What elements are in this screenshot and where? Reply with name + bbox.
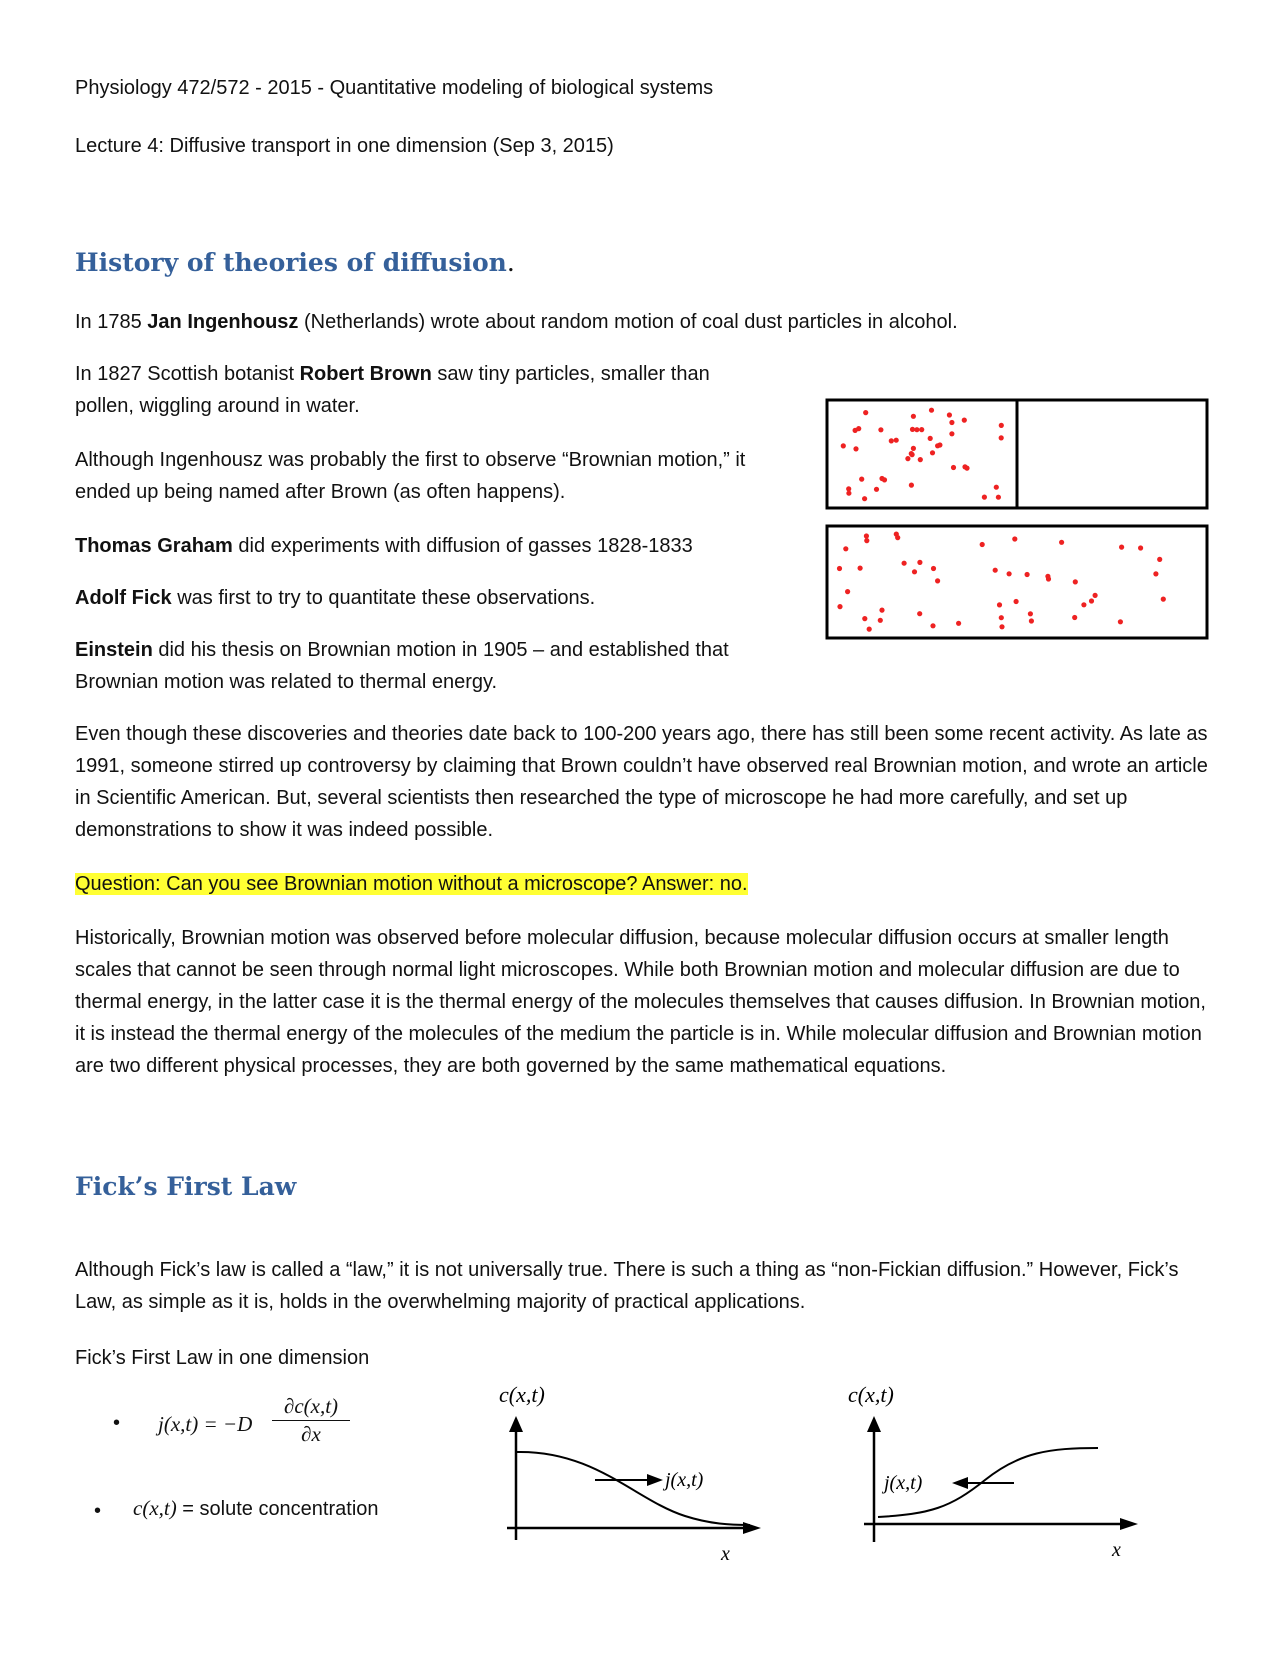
particle-dot <box>962 418 967 423</box>
particle-dot <box>905 456 910 461</box>
box-top-left <box>827 400 1017 508</box>
particle-dot <box>1138 545 1143 550</box>
graph2-y-label: c(x,t) <box>848 1382 894 1407</box>
graph-decreasing-concentration <box>485 1380 775 1570</box>
particle-dot <box>1059 540 1064 545</box>
diffusion-boxes-figure <box>825 398 1210 642</box>
graph1-y-label: c(x,t) <box>499 1382 545 1407</box>
particle-dot <box>894 532 899 537</box>
particle-dot <box>862 496 867 501</box>
particle-dot <box>1046 576 1051 581</box>
lecture-title: Lecture 4: Diffusive transport in one dimension (Sep 3, 2015) <box>75 135 614 157</box>
particle-dot <box>878 427 883 432</box>
particle-dot <box>889 438 894 443</box>
particle-dot <box>911 414 916 419</box>
particle-dot <box>911 446 916 451</box>
particle-dot <box>837 566 842 571</box>
particle-dot <box>1157 557 1162 562</box>
particle-dot <box>909 483 914 488</box>
graph1-y-arrowhead <box>509 1416 523 1432</box>
para-ficks-law-intro: Although Fick’s law is called a “law,” it is not universally true. There is such a thing as “non-Fickian diffusion.” However, Fick’s Law, as simple as it is, holds in the overwhelming majority of practical applications. <box>75 1259 1179 1313</box>
particle-dot <box>931 566 936 571</box>
particle-dot <box>1025 572 1030 577</box>
particle-dot <box>1007 571 1012 576</box>
particle-dot <box>863 410 868 415</box>
graph1-x-arrowhead <box>743 1522 761 1534</box>
graph1-flux-label: j(x,t) <box>665 1469 704 1491</box>
particle-dot <box>997 602 1002 607</box>
particle-dot <box>843 546 848 551</box>
particle-dot <box>1028 611 1033 616</box>
particle-dot <box>879 476 884 481</box>
section-heading-ficks-law: Fick’s First Law <box>75 1172 297 1201</box>
box-top-right <box>1017 400 1207 508</box>
course-title: Physiology 472/572 - 2015 - Quantitative modeling of biological systems <box>75 77 714 99</box>
particle-dot <box>856 426 861 431</box>
graph2-flux-arrowhead <box>952 1477 968 1489</box>
particle-dot <box>1081 602 1086 607</box>
particle-dot <box>853 446 858 451</box>
particle-dot <box>937 442 942 447</box>
particle-dot <box>951 465 956 470</box>
particle-dot <box>909 451 914 456</box>
particle-dot <box>867 627 872 632</box>
question-highlight: Question: Can you see Brownian motion without a microscope? Answer: no. <box>75 873 748 895</box>
section-heading-history: History of theories of diffusion. <box>75 248 515 277</box>
particle-dot <box>993 568 998 573</box>
para-ingenhousz: In 1785 Jan Ingenhousz (Netherlands) wrote about random motion of coal dust particles in alcohol. <box>75 311 958 333</box>
particle-dot <box>1073 579 1078 584</box>
particle-dot <box>935 578 940 583</box>
graph2-y-arrowhead <box>867 1416 881 1432</box>
particle-dot <box>930 450 935 455</box>
particle-dot <box>999 615 1004 620</box>
equation-fraction <box>272 1394 350 1447</box>
particle-dot <box>874 487 879 492</box>
particle-dot <box>859 477 864 482</box>
particle-dot <box>862 616 867 621</box>
particle-dot <box>1029 618 1034 623</box>
particle-dot <box>914 427 919 432</box>
para-einstein-line2: Brownian motion was related to thermal energy. <box>75 671 498 693</box>
particle-dot <box>864 538 869 543</box>
particle-dot <box>864 533 869 538</box>
graph1-x-label: x <box>721 1543 730 1565</box>
particle-dot <box>928 436 933 441</box>
particle-dot <box>1093 593 1098 598</box>
particle-dot <box>1118 619 1123 624</box>
particle-dot <box>996 495 1001 500</box>
equation-denominator: ∂x <box>301 1422 321 1446</box>
para-graham: Thomas Graham did experiments with diffusion of gasses 1828-1833 <box>75 535 693 557</box>
particle-dot <box>980 542 985 547</box>
particle-dot <box>917 611 922 616</box>
particle-dot <box>962 464 967 469</box>
particle-dot <box>1119 545 1124 550</box>
particle-dot <box>841 443 846 448</box>
particle-dot <box>956 621 961 626</box>
particle-dot <box>929 408 934 413</box>
particle-dot <box>1089 598 1094 603</box>
particle-dot <box>845 589 850 594</box>
particle-dot <box>1072 615 1077 620</box>
particle-dot <box>917 560 922 565</box>
particle-dot <box>846 491 851 496</box>
particle-dot <box>912 569 917 574</box>
para-brown-line1: In 1827 Scottish botanist Robert Brown saw tiny particles, smaller than <box>75 363 710 385</box>
particle-dot <box>1012 536 1017 541</box>
particle-dot <box>879 608 884 613</box>
graph2-flux-label: j(x,t) <box>884 1472 923 1494</box>
particle-dot <box>930 623 935 628</box>
particle-dot <box>999 624 1004 629</box>
particle-dot <box>1014 599 1019 604</box>
graph-increasing-concentration <box>840 1380 1140 1570</box>
para-fick: Adolf Fick was first to try to quantitate these observations. <box>75 587 596 609</box>
particle-dot <box>999 423 1004 428</box>
particle-dot <box>949 431 954 436</box>
particle-dot <box>919 427 924 432</box>
particle-dot <box>994 485 999 490</box>
para-brown-line2: pollen, wiggling around in water. <box>75 395 360 417</box>
particles-spread <box>837 532 1166 632</box>
box-bottom <box>827 526 1207 638</box>
particle-dot <box>982 495 987 500</box>
particle-dot <box>858 566 863 571</box>
bullet-dot: • <box>94 1500 102 1522</box>
para-recent-activity: Even though these discoveries and theories date back to 100-200 years ago, there has still been some recent activity. As late as 1991, someone stirred up controversy by claiming that Brown couldn’t have observed real Brownian motion, and wrote an article in Scientific American. But, several scientists then researched the type of microscope he had more carefully, and set up demonstrations to show it was indeed possible. <box>75 723 1208 841</box>
graph2-x-arrowhead <box>1120 1518 1138 1530</box>
particles-concentrated <box>841 408 1004 502</box>
flux-equation-lhs: j(x,t) = −D <box>158 1412 253 1436</box>
graph1-flux-arrowhead <box>647 1474 663 1486</box>
particle-dot <box>947 412 952 417</box>
concentration-definition: c(x,t) = solute concentration <box>133 1496 379 1520</box>
equation-numerator: ∂c(x,t) <box>272 1394 350 1421</box>
particle-dot <box>902 561 907 566</box>
para-naming-line2: ended up being named after Brown (as often happens). <box>75 481 566 503</box>
bullet-dot: • <box>113 1412 121 1434</box>
particle-dot <box>878 618 883 623</box>
para-naming-line1: Although Ingenhousz was probably the first to observe “Brownian motion,” it <box>75 449 746 471</box>
particle-dot <box>949 420 954 425</box>
particle-dot <box>837 604 842 609</box>
particle-dot <box>1153 571 1158 576</box>
graph1-curve <box>516 1452 750 1525</box>
particle-dot <box>1161 597 1166 602</box>
graph2-x-label: x <box>1112 1539 1121 1561</box>
particle-dot <box>918 457 923 462</box>
para-historically: Historically, Brownian motion was observed before molecular diffusion, because molecular diffusion occurs at smaller length scales that cannot be seen through normal light microscopes. While both Brownian motion and molecular diffusion are due to thermal energy, in the latter case it is the thermal energy of the molecules themselves that causes diffusion. In Brownian motion, it is instead the thermal energy of the molecules of the medium the particle is in. While molecular diffusion and Brownian motion are two different physical processes, they are both governed by the same mathematical equations. <box>75 927 1206 1077</box>
ficks-law-label: Fick’s First Law in one dimension <box>75 1347 370 1369</box>
particle-dot <box>894 438 899 443</box>
para-einstein-line1: Einstein did his thesis on Brownian motion in 1905 – and established that <box>75 639 729 661</box>
particle-dot <box>999 435 1004 440</box>
